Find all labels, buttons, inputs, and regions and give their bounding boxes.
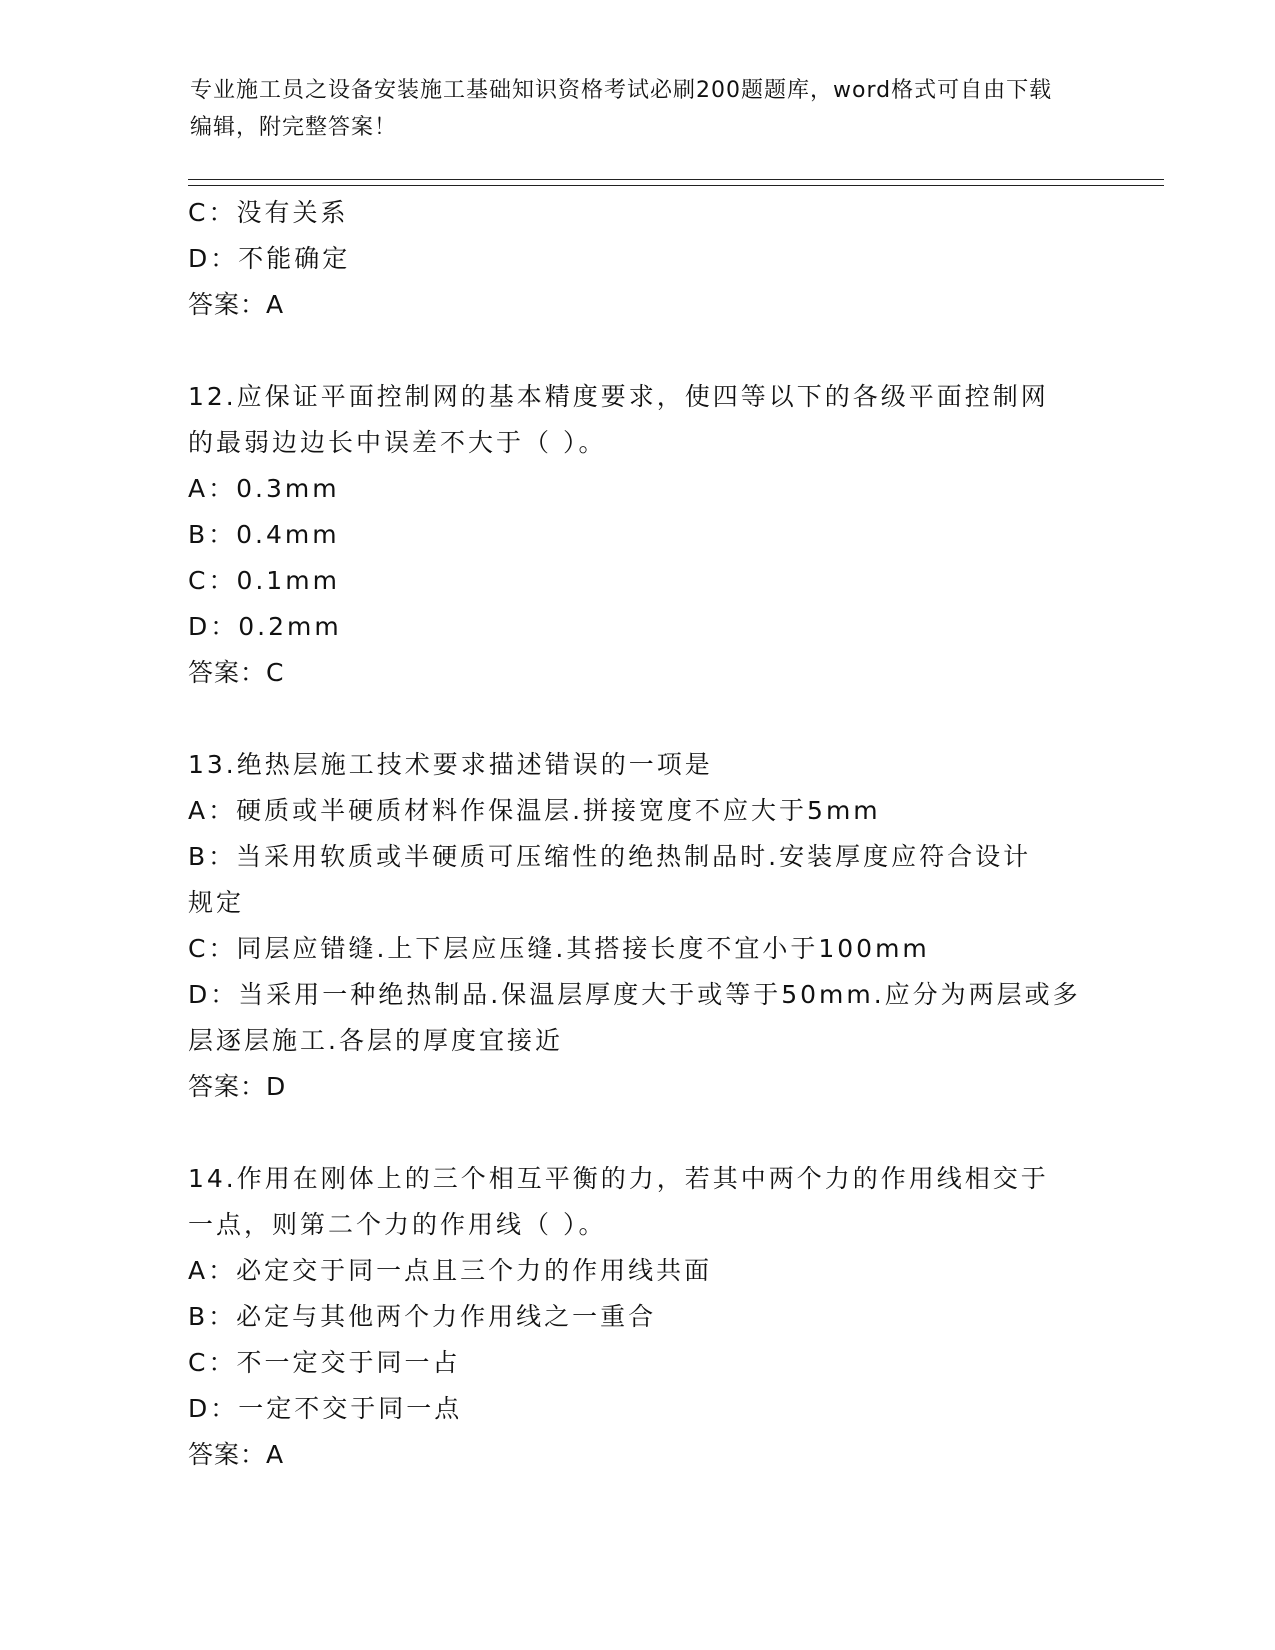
- option-d-continuation: 层逐层施工.各层的厚度宜接近: [188, 1026, 563, 1055]
- document-body: [188, 190, 1088, 1478]
- answer-line: 答案：C: [188, 658, 285, 687]
- spacer: [188, 1110, 1088, 1156]
- option-b: B：当采用软质或半硬质可压缩性的绝热制品时.安装厚度应符合设计: [188, 842, 1032, 871]
- document-header: [190, 72, 1070, 146]
- option-a: A：硬质或半硬质材料作保温层.拼接宽度不应大于5mm: [188, 796, 881, 825]
- answer-line: 答案：D: [188, 1072, 287, 1101]
- spacer: [188, 696, 1088, 742]
- question-stem-line: 一点，则第二个力的作用线（ ）。: [188, 1210, 607, 1239]
- answer-line: 答案：A: [188, 1440, 285, 1469]
- question-13: [188, 742, 1088, 1110]
- option-b: B：0.4mm: [188, 520, 340, 549]
- option-d: D：不能确定: [188, 244, 351, 273]
- header-divider-bottom: [188, 185, 1164, 186]
- question-stem-line: 13.绝热层施工技术要求描述错误的一项是: [188, 750, 713, 779]
- answer-line: 答案：A: [188, 290, 285, 319]
- option-b-continuation: 规定: [188, 888, 245, 917]
- option-d: D：当采用一种绝热制品.保温层厚度大于或等于50mm.应分为两层或多: [188, 980, 1081, 1009]
- option-c: C：0.1mm: [188, 566, 340, 595]
- question-stem-line: 14.作用在刚体上的三个相互平衡的力，若其中两个力的作用线相交于: [188, 1164, 1049, 1193]
- option-c: C：没有关系: [188, 198, 349, 227]
- option-a: A：0.3mm: [188, 474, 340, 503]
- question-12: [188, 374, 1088, 696]
- option-d: D：一定不交于同一点: [188, 1394, 463, 1423]
- question-11-tail: [188, 190, 1088, 328]
- question-stem-line: 12.应保证平面控制网的基本精度要求，使四等以下的各级平面控制网: [188, 382, 1049, 411]
- option-c: C：同层应错缝.上下层应压缝.其搭接长度不宜小于100mm: [188, 934, 930, 963]
- header-divider-top: [188, 179, 1164, 180]
- option-a: A：必定交于同一点且三个力的作用线共面: [188, 1256, 713, 1285]
- spacer: [188, 328, 1088, 374]
- question-stem-line: 的最弱边边长中误差不大于（ ）。: [188, 428, 607, 457]
- document-header-title: 专业施工员之设备安装施工基础知识资格考试必刷200题题库，word格式可自由下载编辑，附完整答案！: [190, 78, 1053, 140]
- option-c: C：不一定交于同一占: [188, 1348, 461, 1377]
- option-b: B：必定与其他两个力作用线之一重合: [188, 1302, 657, 1331]
- option-d: D：0.2mm: [188, 612, 342, 641]
- question-14: [188, 1156, 1088, 1478]
